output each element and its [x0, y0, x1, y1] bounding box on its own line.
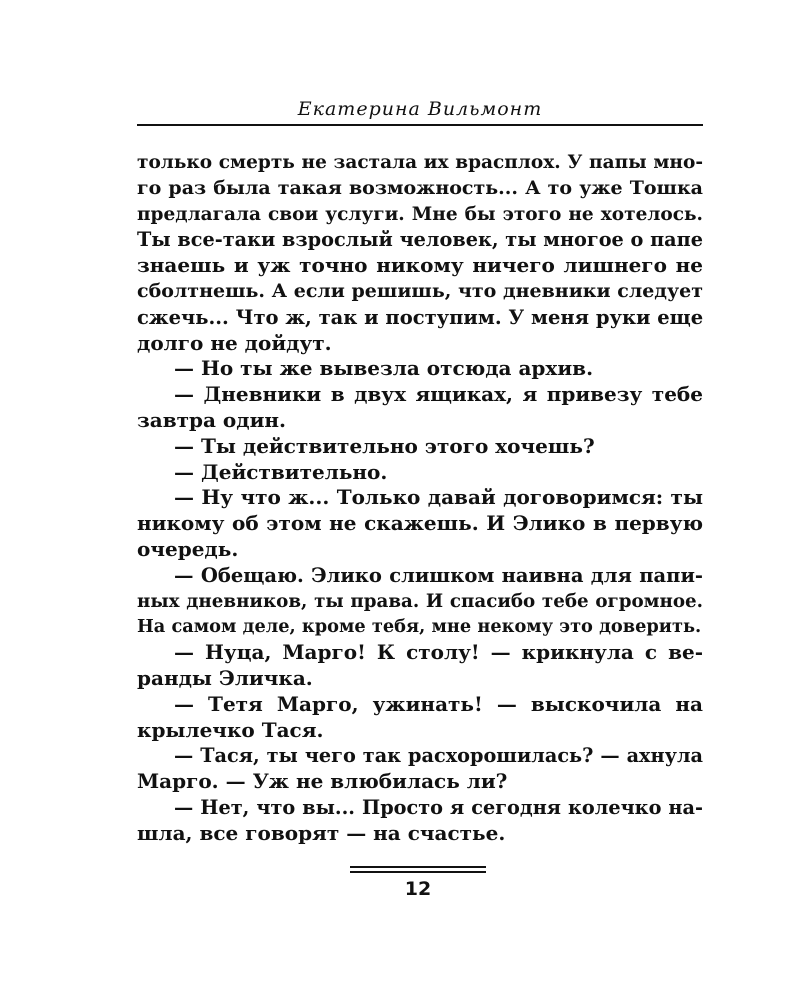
dialogue-line: — Ну что ж... Только давай договоримся: ты — [174, 485, 703, 510]
text-line: крылечко Тася. — [137, 717, 324, 742]
dialogue-line: — Нуца, Марго! К столу! — крикнула с ве- — [174, 640, 703, 665]
dialogue-line: — Ты действительно этого хочешь? — [174, 433, 595, 458]
dialogue-line: — Действительно. — [174, 459, 388, 484]
text-line: Марго. — Уж не влюбилась ли? — [137, 769, 508, 794]
footer-rule-bottom — [350, 871, 486, 873]
dialogue-line: — Нет, что вы... Просто я сегодня колечко на- — [174, 795, 703, 819]
running-head: Екатерина Вильмонт — [297, 98, 543, 120]
text-line: шла, все говорят — на счастье. — [137, 820, 506, 845]
text-line: го раз была такая возможность... А то уже Тошка — [137, 176, 703, 199]
footer-rule-top — [350, 866, 486, 868]
text-line: На самом деле, кроме тебя, мне некому это доверить. — [137, 616, 702, 638]
text-line: Ты все-таки взрослый человек, ты многое о папе — [137, 228, 703, 252]
text-line: знаешь и уж точно никому ничего лишнего не — [137, 253, 703, 278]
text-line: долго не дойдут. — [137, 330, 332, 355]
dialogue-line: — Обещаю. Элико слишком наивна для папи- — [174, 563, 703, 587]
text-line: завтра один. — [137, 407, 287, 432]
dialogue-line: — Дневники в двух ящиках, я привезу тебе — [174, 382, 703, 407]
text-line: никому об этом не скажешь. И Элико в первую — [137, 511, 703, 536]
page-number: 12 — [404, 878, 432, 900]
dialogue-line: — Тетя Марго, ужинать! — выскочила на — [174, 691, 703, 716]
text-line: предлагала свои услуги. Мне бы этого не хотелось. — [137, 203, 703, 225]
text-line: сболтнешь. А если решишь, что дневники следует — [137, 279, 703, 302]
text-line: только смерть не застала их врасплох. У папы мно- — [137, 152, 703, 173]
dialogue-line: — Тася, ты чего так расхорошилась? — ахнула — [174, 744, 703, 768]
header-rule — [137, 124, 703, 126]
body-text — [137, 150, 703, 847]
text-line: ранды Эличка. — [137, 665, 313, 690]
text-line: сжечь... Что ж, так и поступим. У меня руки еще — [137, 305, 703, 329]
text-line: очередь. — [137, 536, 239, 561]
text-line: ных дневников, ты права. И спасибо тебе огромное. — [137, 590, 703, 612]
dialogue-line: — Но ты же вывезла отсюда архив. — [174, 356, 594, 381]
